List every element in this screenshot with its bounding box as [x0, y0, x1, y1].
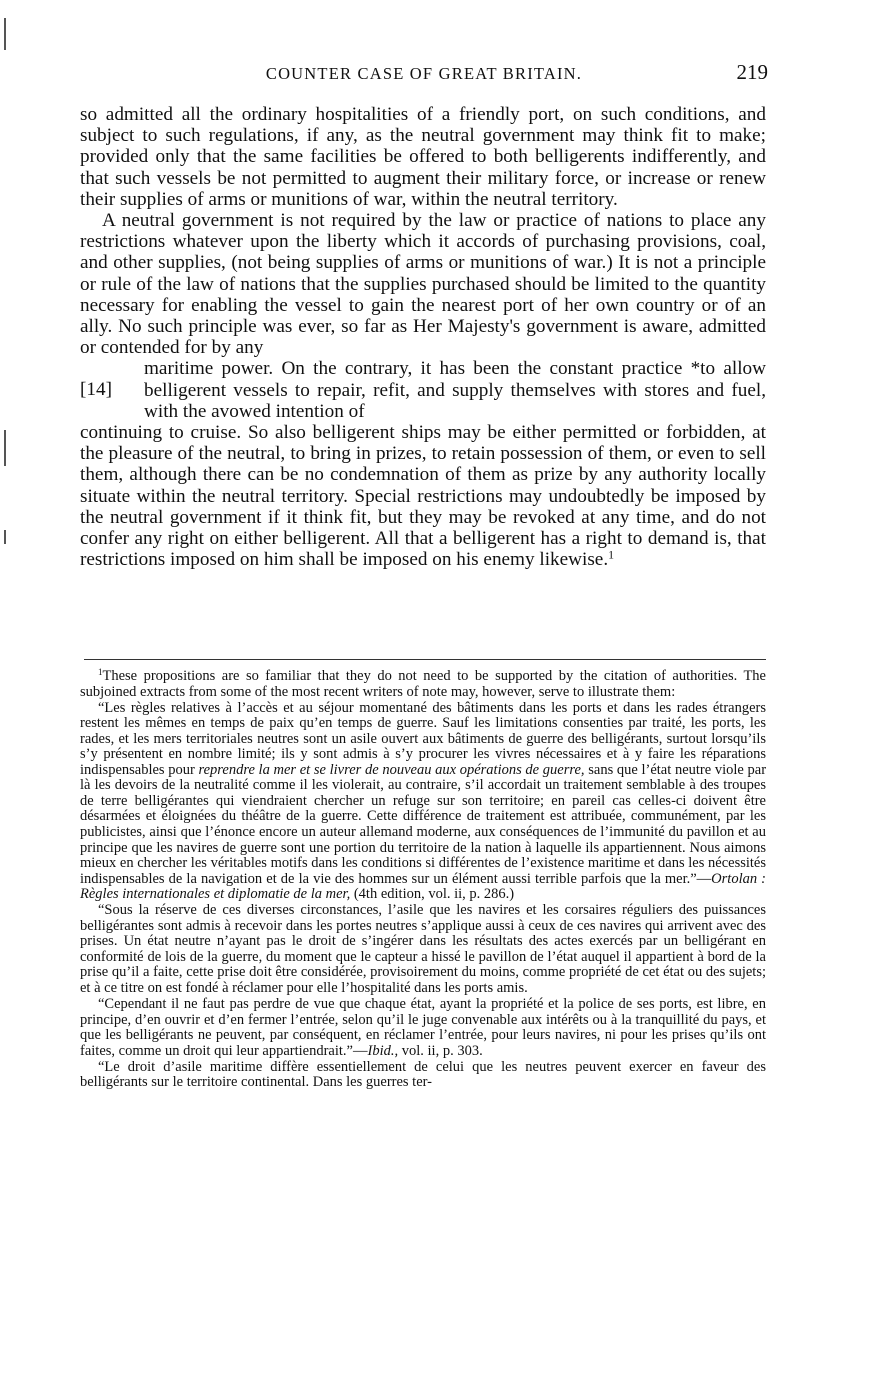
footnote-mark: 1 [98, 667, 103, 678]
margin-mark [4, 530, 6, 544]
quote-text: “Le droit d’asile maritime diffère essentiellement de celui que les neutres peuvent exercer en faveur des belligérants sur le territoire continental. Dans les guerres ter- [80, 1058, 766, 1091]
star-page-marker: [14] [80, 379, 112, 401]
paragraph: so admitted all the ordinary hospitalities of a friendly port, on such conditions, and subject to such regulations, if any, as the neutral government may think fit to make; provided only that the same facilities be offered to both belligerents indifferently, and that such vessels be not permitted to augment their military force, or increase or renew their supplies of arms or munitions of war, within the neutral territory. [80, 104, 766, 210]
paragraph-text: continuing to cruise. So also belligerent ships may be either permitted or forbidden, at the pleasure of the neutral, to bring in prizes, to retain possession of them, or even to sell them, although there can be no condemnation of them as prize by any authority locally situate within the neutral territory. Special restrictions may undoubtedly be imposed by the neutral government if it think fit, but they may be revoked at any time, and do not confer any right on either belligerent. All that a belligerent has a right to demand is, that restrictions imposed on him shall be imposed on his enemy likewise. [80, 422, 766, 571]
margin-mark [4, 430, 6, 466]
page-number: 219 [736, 60, 768, 84]
running-head: COUNTER CASE OF GREAT BRITAIN. [265, 64, 583, 83]
margin-mark [4, 18, 6, 50]
footnote-quote [80, 701, 766, 903]
quote-text: “Cependant il ne faut pas perdre de vue que chaque état, ayant la propriété et la police de ses ports, est libre, en principe, d’en ouvrir et d’en fermer l’entrée, selon qu’il le juge convenable aux intérêts ou à la tranquillité du pays, et que les belligérants ne peuvent, par conséquent, en réclamer l’entrée, pour leurs navires, ni pour les prises qu’ils ont faites, comme un droit qui leur appartiendrait.”— [80, 995, 766, 1059]
footnotes [80, 669, 766, 1091]
quote-text: “Sous la réserve de ces diverses circonstances, l’asile que les navires et les corsaires réguliers des puissances belligérantes sont admis à recevoir dans les portes neutres s’applique aussi à ceux de ces navires qui arrivent avec des prises. Un état neutre n’ayant pas le droit de s’ingérer dans les résultats des actes exercés par un belligérant en conformité de lois de la guerre, du moment que le capteur a hissé le pavillon de l’état auquel il appartient à bord de la prise qu’il a faite, cette prise doit être considérée, provisoirement du moins, comme propriété de cet état ou des sujets; et à ce titre on est fondé à réclamer pour elle l’hospitalité dans les ports amis. [80, 902, 766, 996]
page-header [80, 60, 768, 90]
paragraph-continuation [80, 422, 766, 570]
citation: Ibid., [367, 1042, 399, 1059]
citation: Ortolan : Règles internationales et diplomatie de la mer, [80, 870, 767, 903]
quote-text: sans que l’état neutre viole par là les devoirs de la neutralité comme il les violerait, au contraire, s’il accordait un traitement semblable à des troupes de terre belligérantes qui viendraient chercher un refuge sur son territoire; en pareil cas celles-ci doivent être désarmées et éloignées du théâtre de la guerre. Cette différence de traitement est attribuée, communément, par les publicistes, ainsi que l’énonce encore un auteur allemand moderne, aux conséquences de l’immunité du pavillon et au principe que les navires de guerre sont une portion du territoire de la nation à laquelle ils appartiennent. Nous aimons mieux en chercher les véritables motifs dans les conditions si différentes de l’existence maritime et dans les nécessités indispensables de la navigation et de la vie des hommes sur un élément aussi terrible parfois que la mer.”— [80, 761, 767, 887]
citation-detail: (4th edition, vol. ii, p. 286.) [353, 886, 515, 903]
footnote-reference: 1 [608, 547, 615, 562]
footnote-text: These propositions are so familiar that they do not need to be supported by the citation of authorities. The subjoined extracts from some of the most recent writers of note may, however, serve to illustrate them: [80, 668, 766, 700]
footnote [80, 669, 766, 700]
footnote-quote [80, 1060, 766, 1091]
footnote-rule [84, 659, 766, 660]
quote-text: “Les règles relatives à l’accès et au séjour momentané des bâtiments dans les ports et dans les rades étrangers restent les mêmes en temps de paix qu’en temps de guerre. Sauf les limitations consenties par traité, les ports, les rades, et les mers territoriales neutres sont un asile ouvert aux bâtiments de guerre des belligérants, surtout lorsqu’ils s’y présentent en nombre limité; ils y sont admis à s’y procurer les vivres nécessaires et à y faire les réparations indispensables pour [80, 699, 766, 778]
quote-italic: reprendre la mer et se livrer de nouveau aux opérations de guerre, [198, 761, 585, 778]
paragraph-continuation: maritime power. On the contrary, it has been the constant practice *to allow belligerent vessels to repair, refit, and supply themselves with stores and fuel, with the avowed intention of [144, 358, 766, 422]
footnote-quote [80, 903, 766, 996]
citation-detail: vol. ii, p. 303. [401, 1042, 483, 1059]
star-page-block [80, 358, 766, 422]
paragraph: A neutral government is not required by the law or practice of nations to place any restrictions whatever upon the liberty which it accords of purchasing provisions, coal, and other supplies, (not being supplies of arms or munitions of war.) It is not a principle or rule of the law of nations that the supplies purchased should be limited to the quantity necessary for enabling the vessel to gain the nearest port of her own country or of an ally. No such principle was ever, so far as Her Majesty's government is aware, admitted or contended for by any [80, 210, 766, 359]
footnote-quote [80, 997, 766, 1059]
main-text [80, 104, 766, 570]
